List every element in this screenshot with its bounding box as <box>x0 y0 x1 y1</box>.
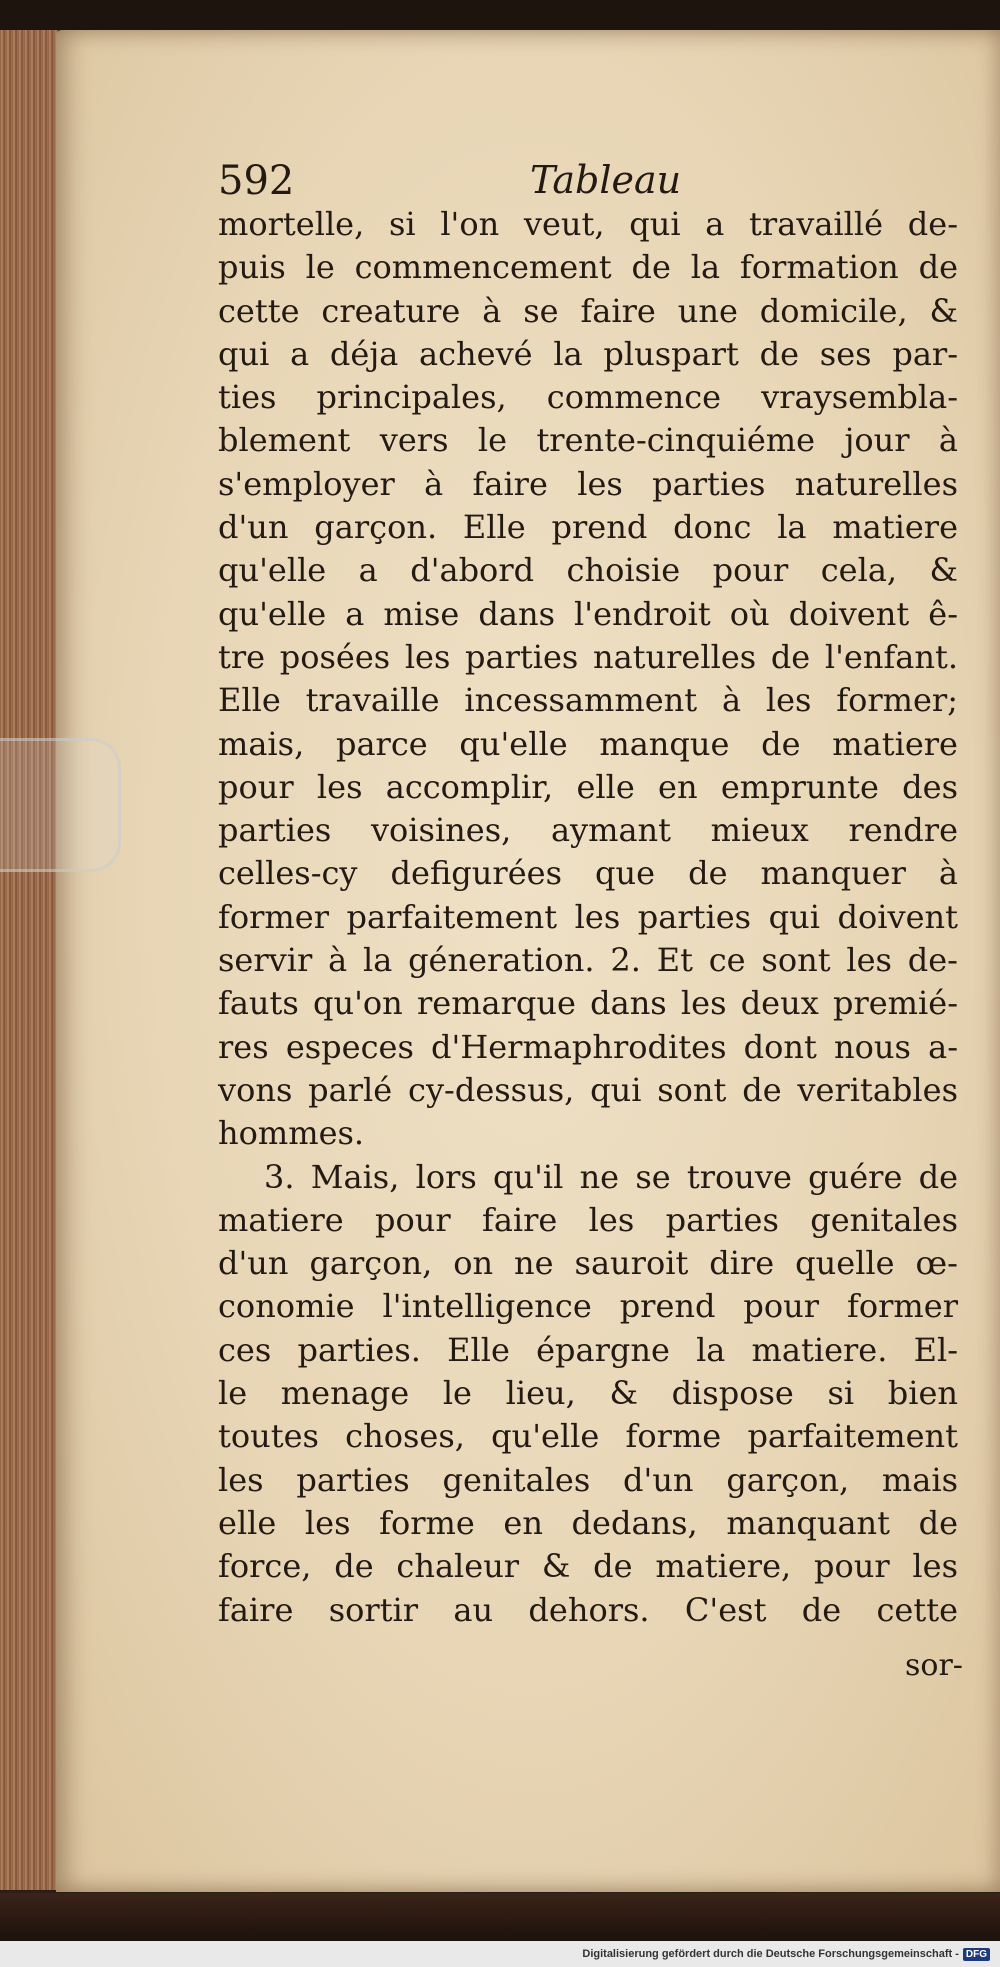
text-line: former parfaitement les parties qui doivent <box>218 897 958 936</box>
text-line: matiere pour faire les parties genitales <box>218 1200 958 1239</box>
text-line: celles-cy defigurées que de manquer à <box>218 854 958 893</box>
digitization-footer <box>0 1941 1000 1967</box>
text-line: pour les accomplir, elle en emprunte des <box>218 767 958 806</box>
page-edges <box>0 30 59 1890</box>
text-line: mais, parce qu'elle manque de matiere <box>218 724 958 763</box>
text-line: mortelle, si l'on veut, qui a travaillé de- <box>218 205 958 243</box>
text-line: faire sortir au dehors. C'est de cette <box>218 1590 958 1629</box>
text-line: le menage le lieu, & dispose si bien <box>218 1374 958 1413</box>
text-line: qu'elle a mise dans l'endroit où doivent ê- <box>218 594 958 633</box>
paragraph-start-line: 3. Mais, lors qu'il ne se trouve guére de <box>264 1157 958 1196</box>
text-line: d'un garçon, on ne sauroit dire quelle œ- <box>218 1244 958 1283</box>
text-line: les parties genitales d'un garçon, mais <box>218 1460 958 1499</box>
text-line: qu'elle a d'abord choisie pour cela, & <box>218 551 958 590</box>
text-line: tre posées les parties naturelles de l'enfant. <box>218 637 958 676</box>
body-text <box>218 203 958 1632</box>
text-line: puis le commencement de la formation de <box>218 248 958 287</box>
text-line: fauts qu'on remarque dans les deux premié- <box>218 984 958 1023</box>
text-line: vons parlé cy-dessus, qui sont de veritables <box>218 1070 958 1109</box>
catchword: sor- <box>905 1648 963 1683</box>
footer-credit: Digitalisierung gefördert durch die Deutsche Forschungsgemeinschaft - <box>582 1948 959 1960</box>
text-line: conomie l'intelligence prend pour former <box>218 1287 958 1326</box>
dfg-logo: DFG <box>963 1948 990 1961</box>
text-line: force, de chaleur & de matiere, pour les <box>218 1547 958 1586</box>
text-line: Elle travaille incessamment à les former; <box>218 681 958 720</box>
page-number: 592 <box>218 158 295 204</box>
text-line: parties voisines, aymant mieux rendre <box>218 811 958 850</box>
page-clip <box>0 738 121 872</box>
scan-bottom-edge <box>0 1893 1000 1941</box>
text-line: s'employer à faire les parties naturelles <box>218 464 958 503</box>
text-line: ties principales, commence vraysembla- <box>218 378 958 417</box>
text-line: servir à la géneration. 2. Et ce sont les de- <box>218 941 958 980</box>
running-head: Tableau <box>530 158 682 202</box>
text-line: qui a déja achevé la pluspart de ses par- <box>218 334 958 373</box>
text-line: blement vers le trente-cinquiéme jour à <box>218 421 958 460</box>
text-line: toutes choses, qu'elle forme parfaitement <box>218 1417 958 1456</box>
text-line: res especes d'Hermaphrodites dont nous a- <box>218 1027 958 1066</box>
text-line: hommes. <box>218 1114 365 1153</box>
text-line: ces parties. Elle épargne la matiere. El- <box>218 1330 958 1369</box>
text-line: elle les forme en dedans, manquant de <box>218 1503 958 1542</box>
text-line: cette creature à se faire une domicile, & <box>218 291 958 330</box>
text-line: d'un garçon. Elle prend donc la matiere <box>218 508 958 547</box>
